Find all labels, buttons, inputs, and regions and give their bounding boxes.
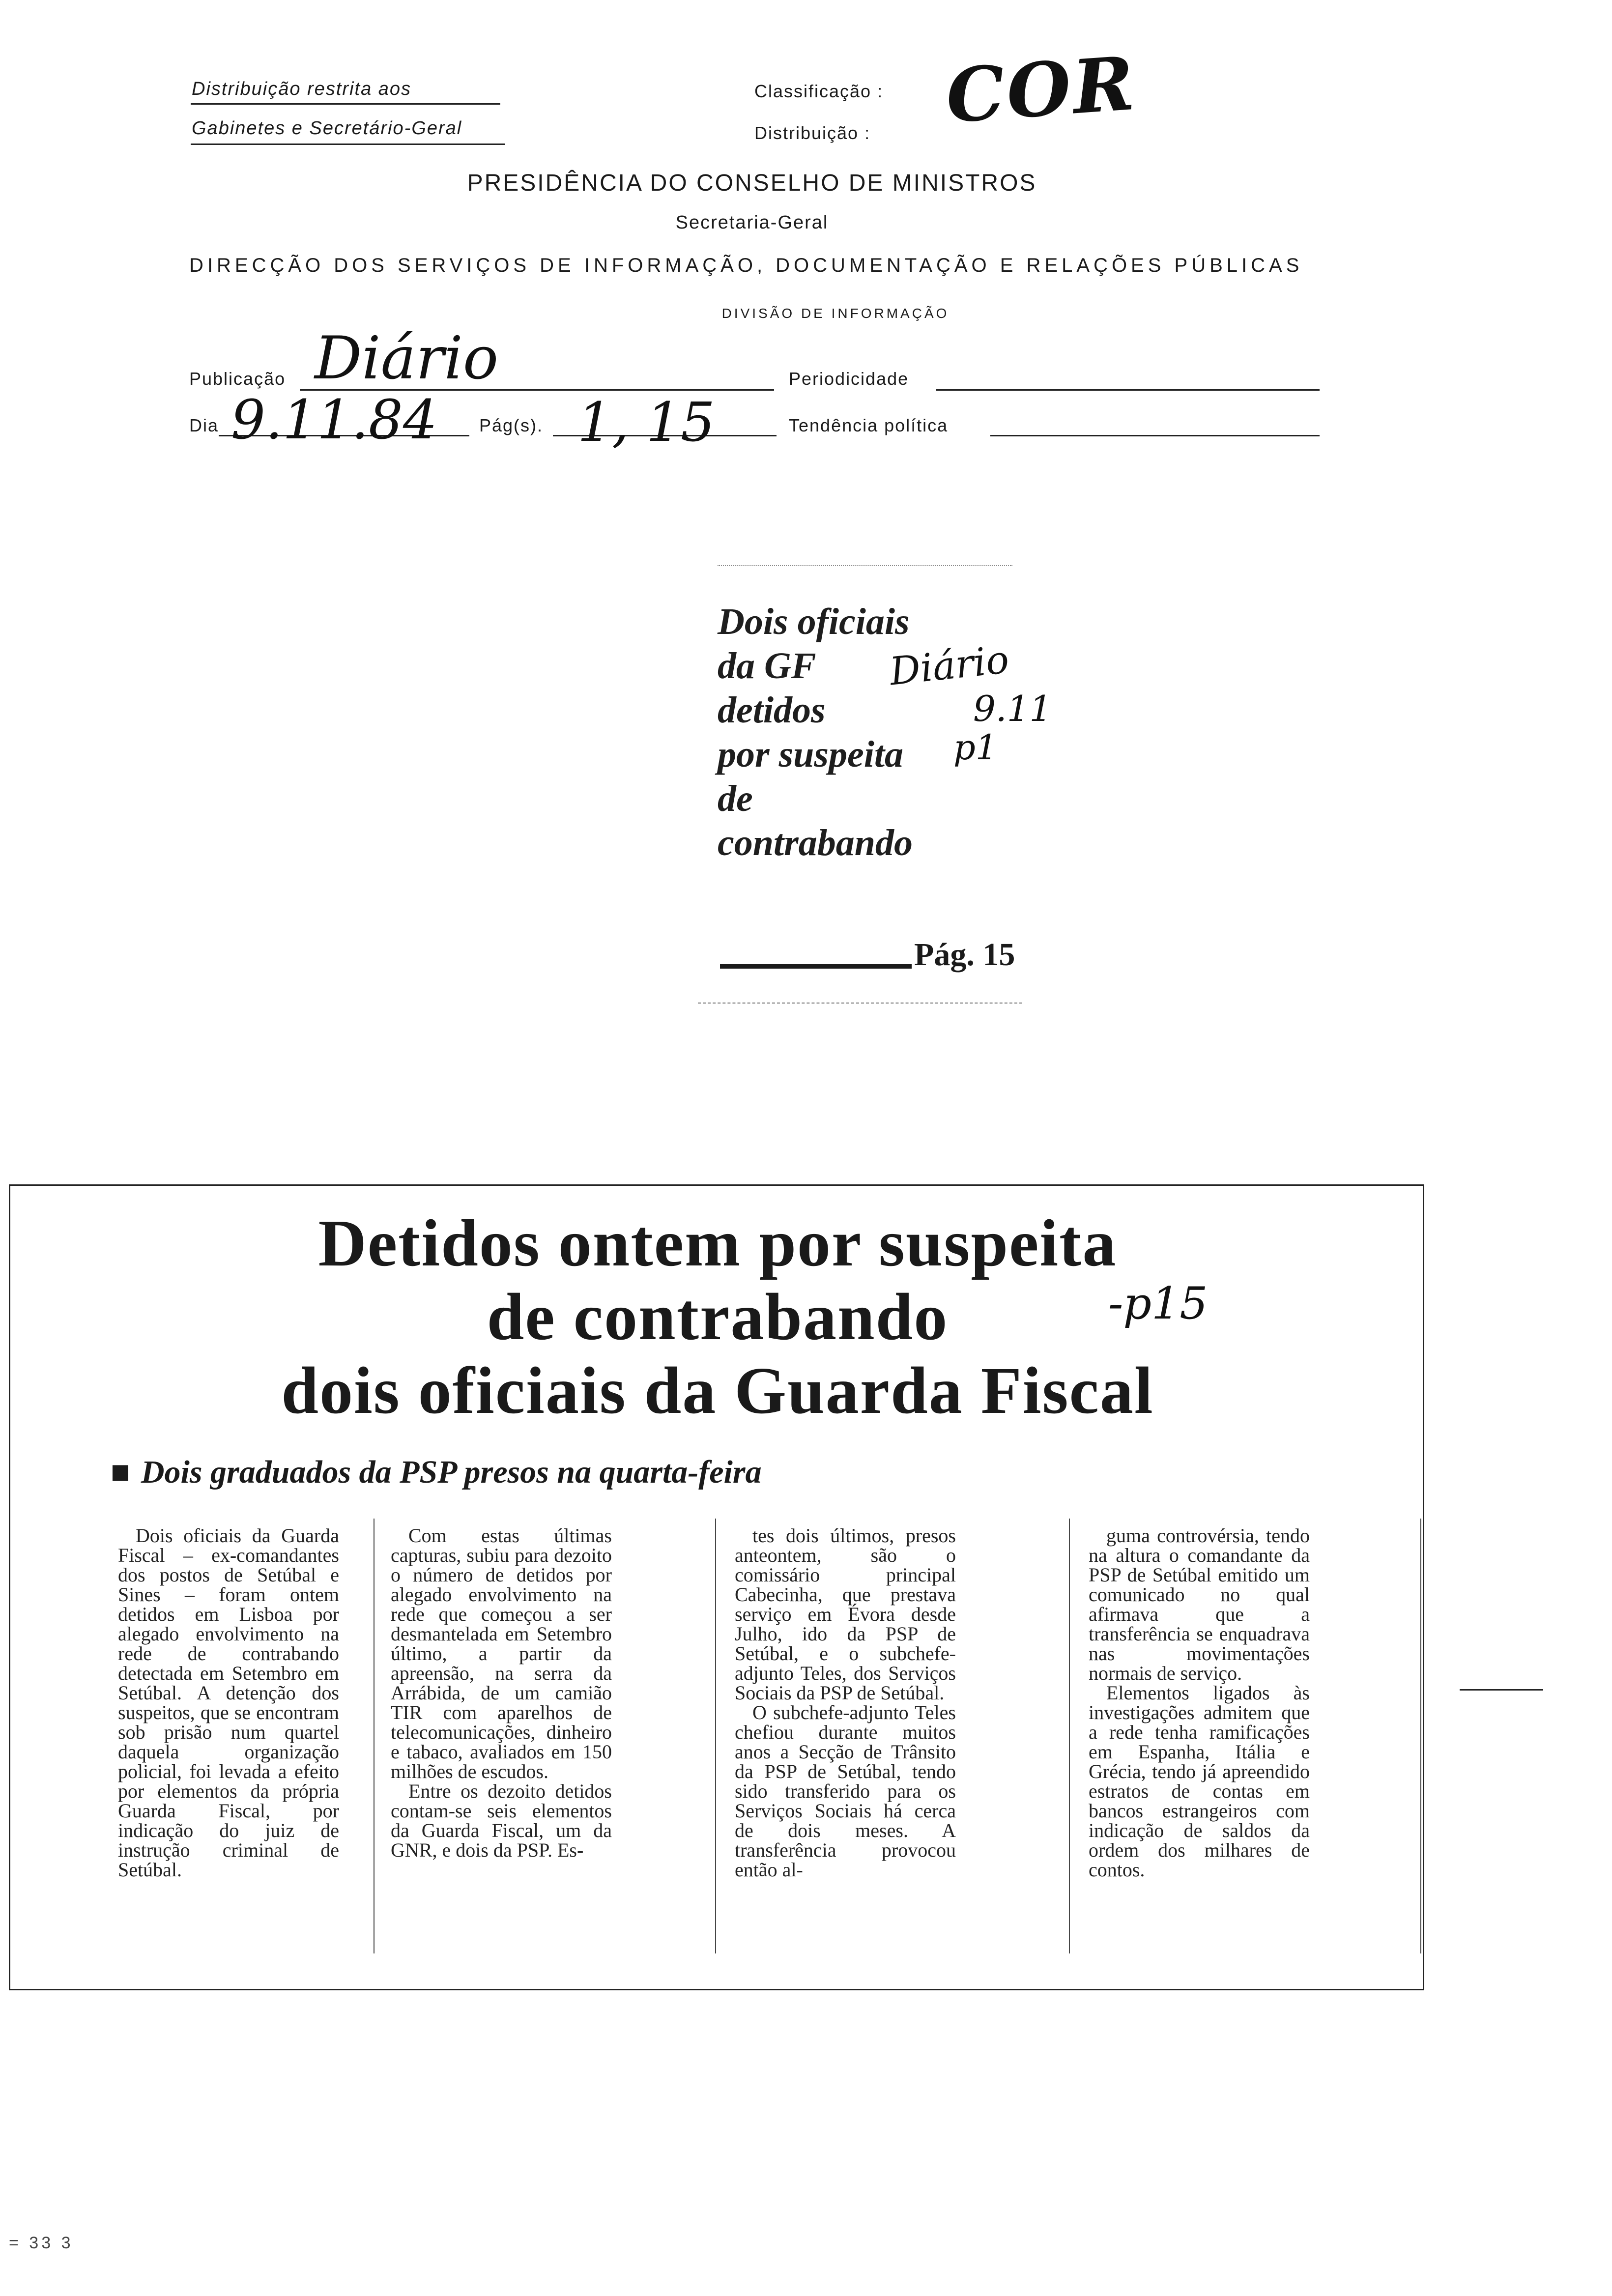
- headline-line: Detidos ontem por suspeita: [318, 1206, 1117, 1280]
- political-tendency-label: Tendência política: [789, 415, 949, 435]
- column-divider: [715, 1519, 716, 1953]
- publication-handwritten: Diário: [315, 324, 499, 393]
- directorate: DIRECÇÃO DOS SERVIÇOS DE INFORMAÇÃO, DOCUMENTAÇÃO E RELAÇÕES PÚBLICAS: [189, 255, 1303, 276]
- clip-line: da GF: [718, 645, 816, 687]
- page-ref-bar: [720, 964, 912, 969]
- page-ref: Pág. 15: [914, 937, 1015, 973]
- front-clip-headline: [718, 600, 913, 865]
- paragraph: guma controvérsia, tendo na altura o comandante da PSP de Setúbal emitido um comunicado no qual afirmava que a transferência se enquadrava nas movimentações normais de serviço.: [1089, 1524, 1310, 1684]
- article-column-3: [735, 1526, 956, 1880]
- clip-line: contrabando: [718, 822, 913, 863]
- clip-line: detidos: [718, 689, 826, 731]
- column-divider: [1069, 1519, 1070, 1953]
- article-subheading: [111, 1454, 762, 1491]
- paragraph: Dois oficiais da Guarda Fiscal – ex-comandantes dos postos de Setúbal e Sines – foram ontem detidos em Lisboa por alegado envolvimento na rede de contrabando detectada em Setembro em Setúbal. A detenção dos suspeitos, que se encontram sob prisão num quartel daquela organização policial, foi levada a efeito por elementos da própria Guarda Fiscal, por indicação do juiz de instrução criminal de Setúbal.: [118, 1524, 339, 1881]
- clip-line: por suspeita: [718, 734, 903, 775]
- clip-line: de: [718, 778, 753, 819]
- paragraph: tes dois últimos, presos anteontem, são o comissário principal Cabecinha, que prestava serviço em Évora desde Julho, ido da PSP de Setúbal, e o subchefe-adjunto Teles, dos Serviços Sociais da PSP de Setúbal.: [735, 1524, 956, 1704]
- distribution-restricted-line2: Gabinetes e Secretário-Geral: [192, 118, 462, 139]
- periodicity-label: Periodicidade: [789, 369, 909, 389]
- paragraph: Elementos ligados às investigações admitem que a rede tenha ramificações em Espanha, Itália e Grécia, tendo já apreendido estratos de contas em bancos estrangeiros com indicação de saldos da ordem dos milhares de contos.: [1089, 1682, 1310, 1881]
- clip-annotation-date: 9.11: [973, 688, 1052, 729]
- classification-handwritten-stamp: COR: [943, 40, 1139, 140]
- division: DIVISÃO DE INFORMAÇÃO: [721, 306, 950, 321]
- clip-line: Dois oficiais: [718, 601, 910, 642]
- article-column-2: [391, 1526, 612, 1860]
- pages-label: Pág(s).: [479, 415, 544, 435]
- day-handwritten: 9.11.84: [231, 388, 437, 451]
- article-column-1: [118, 1526, 339, 1880]
- org-subtitle: Secretaria-Geral: [675, 212, 829, 233]
- pages-handwritten: 1, 15: [577, 391, 715, 454]
- publication-label: Publicação: [189, 369, 286, 389]
- paragraph: Entre os dezoito detidos contam-se seis elementos da Guarda Fiscal, um da GNR, e dois da PSP. Es-: [391, 1780, 612, 1861]
- clip-annotation-publication: Diário: [887, 637, 1011, 694]
- clip-annotation-page: p1: [953, 727, 998, 768]
- footer-mark: = 33 3: [9, 2234, 74, 2252]
- headline-line: de contrabando: [487, 1280, 949, 1354]
- margin-mark: [1460, 1689, 1543, 1691]
- day-label: Dia: [189, 415, 219, 435]
- clip-bottom-edge: [698, 1003, 1022, 1004]
- article-column-4: [1089, 1526, 1310, 1880]
- clip-top-edge: [718, 565, 1012, 566]
- distribution-label: Distribuição :: [754, 123, 871, 143]
- political-tendency-underline: [990, 435, 1320, 436]
- paragraph: O subchefe-adjunto Teles chefiou durante muitos anos a Secção de Trânsito da PSP de Setúbal, tendo sido transferido para os Serviços Sociais há cerca de dois meses. A transferência provocou então al-: [735, 1701, 956, 1881]
- org-title: PRESIDÊNCIA DO CONSELHO DE MINISTROS: [467, 170, 1037, 196]
- divider: [191, 144, 505, 145]
- divider: [191, 103, 500, 105]
- subheading-text: Dois graduados da PSP presos na quarta-feira: [141, 1454, 762, 1490]
- article-page-annotation: -p15: [1108, 1278, 1208, 1329]
- classification-label: Classificação :: [754, 81, 884, 101]
- headline-line: dois oficiais da Guarda Fiscal: [281, 1354, 1154, 1428]
- paragraph: Com estas últimas capturas, subiu para dezoito o número de detidos por alegado envolvimento na rede que começou a ser desmantelada em Setembro último, a partir da apreensão, na serra da Arrábida, de um camião TIR com aparelhos de telecomunicações, dinheiro e tabaco, avaliados em 150 milhões de escudos.: [391, 1524, 612, 1782]
- square-bullet-icon: ■: [111, 1454, 130, 1490]
- distribution-restricted-line1: Distribuição restrita aos: [192, 79, 412, 99]
- column-divider: [1420, 1519, 1421, 1953]
- periodicity-underline: [936, 389, 1320, 391]
